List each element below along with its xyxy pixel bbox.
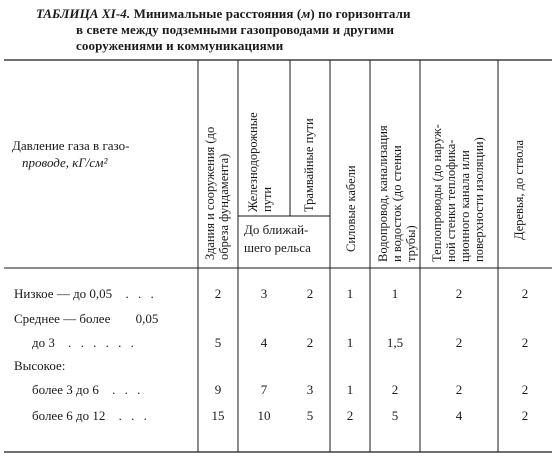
header-buildings-line-2: обреза фундамента)	[217, 153, 231, 260]
row-label-low-text: Низкое — до 0,05	[14, 286, 113, 301]
header-trees-line-1: Деревья, до ствола	[512, 139, 526, 240]
row-label-high-1-dots: . . .	[112, 382, 144, 397]
row-label-medium-2-dots: . . . . . .	[68, 335, 137, 350]
header-water-line-3: трубы)	[404, 225, 418, 262]
title-text-1: Минимальные расстояния (	[133, 6, 302, 21]
cell-high1-water: 2	[391, 382, 399, 397]
cell-low-trees: 2	[521, 286, 529, 301]
cell-high2-tramways: 5	[306, 408, 314, 423]
cell-high1-tramways: 3	[306, 382, 314, 397]
header-tramways-line-1: Трамвайные пути	[302, 118, 316, 212]
row-label-high-2-dots: . . .	[118, 408, 150, 423]
subheader-nearest-rail-line-2: шего рельса	[244, 240, 311, 255]
cell-high2-railways: 10	[257, 408, 271, 423]
cell-medium-cables: 1	[346, 335, 354, 350]
header-heating	[430, 124, 486, 262]
row-label-high-2	[32, 408, 150, 424]
cell-high1-railways: 7	[260, 382, 268, 397]
header-cables	[344, 165, 358, 252]
header-tramways	[302, 118, 316, 212]
table-number: ТАБЛИЦА XI-4.	[36, 6, 131, 21]
row-label-medium-tail: 0,05	[135, 311, 159, 326]
cell-low-tramways: 2	[306, 286, 314, 301]
cell-high1-heating: 2	[455, 382, 463, 397]
header-heating-line-1: Теплопроводы (до наруж-	[430, 124, 444, 262]
cell-high1-cables: 1	[346, 382, 354, 397]
row-label-low-dots: . . .	[125, 286, 157, 301]
cell-high2-heating: 4	[455, 408, 463, 423]
title-unit: м	[301, 6, 311, 21]
row-label-medium-2	[32, 335, 137, 351]
cell-low-heating: 2	[455, 286, 463, 301]
row-label-high-1	[32, 382, 143, 398]
cell-high2-trees: 2	[521, 408, 529, 423]
header-cables-line-1: Силовые кабели	[344, 165, 358, 252]
row-label-high-2-text: более 6 до 12	[32, 408, 106, 423]
cell-medium-heating: 2	[455, 335, 463, 350]
row-label-high: Высокое:	[14, 358, 66, 373]
header-railways-line-2: пути	[260, 186, 274, 212]
cell-high2-cables: 2	[346, 408, 354, 423]
header-heating-line-4: поверхности изоляции)	[472, 137, 486, 262]
header-heating-line-3: ционного канала или	[458, 150, 472, 262]
row-label-medium-2-text: до 3	[32, 335, 55, 350]
header-water	[376, 125, 418, 262]
header-water-line-1: Водопровод, канализация	[376, 125, 390, 262]
row-label-medium-text: Среднее — более	[14, 311, 111, 326]
header-railways-line-1: Железнодорожные	[246, 112, 260, 212]
cell-high2-buildings: 15	[211, 408, 225, 423]
cell-medium-trees: 2	[521, 335, 529, 350]
title-line-3: сооружениями и коммуникациями	[76, 38, 284, 53]
header-buildings	[203, 127, 231, 260]
subheader-nearest-rail-line-1: До ближай-	[244, 222, 309, 237]
cell-medium-buildings: 5	[214, 335, 222, 350]
row-label-high-1-text: более 3 до 6	[32, 382, 99, 397]
cell-medium-railways: 4	[260, 335, 268, 350]
cell-low-water: 1	[391, 286, 399, 301]
title-text-1b: ) по горизонтали	[310, 6, 411, 21]
pressure-header-line-1: Давление газа в газо-	[12, 138, 130, 153]
cell-medium-water: 1,5	[386, 335, 404, 350]
row-label-medium	[14, 311, 158, 327]
header-railways	[246, 112, 274, 212]
cell-low-cables: 1	[346, 286, 354, 301]
header-heating-line-2: ной стенки теплофика-	[444, 139, 458, 262]
pressure-header-line-2: проводе, кГ/см²	[22, 155, 108, 170]
cell-high1-buildings: 9	[214, 382, 222, 397]
header-water-line-2: и водосток (до стенки	[390, 145, 404, 262]
cell-low-railways: 3	[260, 286, 268, 301]
cell-high1-trees: 2	[521, 382, 529, 397]
title-line-2: в свете между подземными газопроводами и другими	[76, 22, 395, 37]
row-label-low	[14, 286, 157, 302]
header-trees	[512, 140, 526, 240]
cell-medium-tramways: 2	[306, 335, 314, 350]
cell-low-buildings: 2	[214, 286, 222, 301]
header-buildings-line-1: Здания и сооружения (до	[203, 126, 217, 260]
cell-high2-water: 5	[391, 408, 399, 423]
